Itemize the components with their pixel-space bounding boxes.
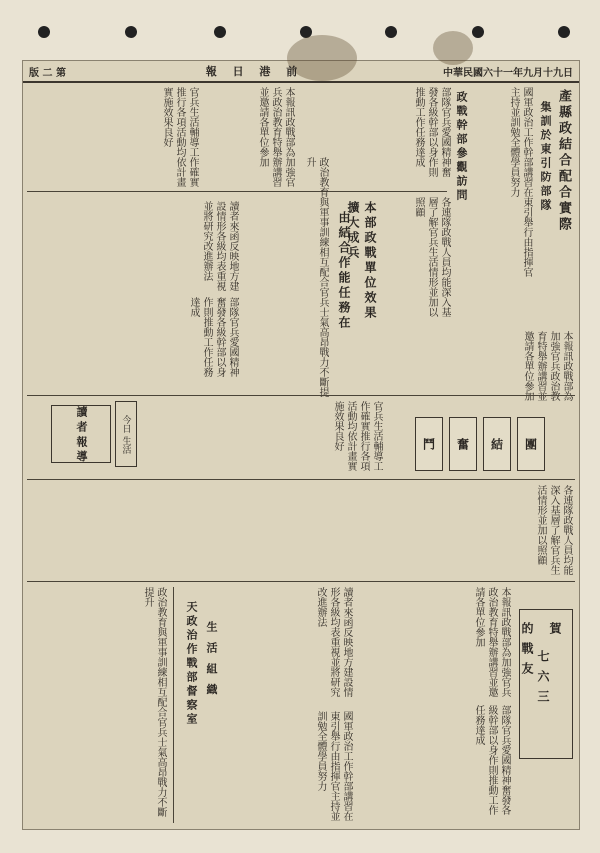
greeting-line-2: 七六三 [536,650,550,710]
article-column: 部隊官兵愛國精神奮發各級幹部以身作則推動工作任務達成 [188,297,238,377]
greeting-line-1: 賀 [548,622,562,642]
slogan-char: 結 [483,417,511,471]
article-column: 國軍政治工作幹部講習在東引舉行由指揮官主持並訓勉全體學員努力 [315,711,352,821]
masthead-page: 版 二 第 [29,67,66,79]
punch-hole [558,26,570,38]
today-box [115,401,137,467]
greeting-line-3: 的戰友 [520,622,534,682]
section-rule [27,395,575,396]
headline-1: 產縣政結合配合實際 [556,89,571,233]
punch-hole [472,26,484,38]
article-column: 讀者來函反映地方建設情形各級均表重視並將研究改進辦法 [315,587,352,697]
article-column: 官兵生活輔導工作確實推行各項活動均依計畫實施效果良好 [332,401,382,471]
punch-hole [38,26,50,38]
reader-column-box [51,405,111,463]
ink-stain [433,31,473,65]
headline-6: 政戰幹部參觀訪問 [455,91,468,203]
slogan-char: 奮 [449,417,477,471]
feature-title: 天政治作戰部督察室 [185,601,198,727]
article-column: 讀者來函反映地方建設情形各級均表重視並將研究改進辦法 [201,201,238,291]
article-column: 國軍政治工作幹部講習在東引舉行由指揮官主持並訓勉全體學員努力 [508,87,532,277]
feature-subtitle: 生 活 組 織 [205,621,218,698]
slogan-char: 團 [517,417,545,471]
section-rule [27,191,447,192]
headline-4: 由結合作能任務在 [337,211,351,331]
punch-hole [125,26,137,38]
binding-holes [0,26,600,40]
section-rule [27,581,575,582]
today-label: 今日 生活 [120,414,131,454]
article-column: 部隊官兵愛國精神奮發各級幹部以身作則推動工作任務達成 [473,705,510,815]
reader-column-title: 讀 者 報 導 [75,406,88,462]
section-rule [27,479,575,480]
article-column: 各連隊政戰人員均能深入基層了解官兵生活情形並加以照顧 [535,485,572,575]
article-column: 本報訊政戰部為加強官兵政治教育特舉辦講習並邀請各單位參加 [473,587,510,697]
greeting-box [519,609,573,759]
headline-3: 本部政戰單位效果擴大成兵 [346,201,377,321]
article-column: 官兵生活輔導工作確實推行各項活動均依計畫實施效果良好 [161,87,198,187]
article-column: 部隊官兵愛國精神奮發各級幹部以身作則推動工作任務達成 [413,87,450,177]
slogan-char: 鬥 [415,417,443,471]
masthead [23,61,579,83]
article-column: 政治教育與軍事訓練相互配合官兵士氣高昂戰力不斷提升 [304,157,328,397]
punch-hole [385,26,397,38]
article-column: 各連隊政戰人員均能深入基層了解官兵生活情形並加以照顧 [413,197,450,317]
headline-5: 集訓於東引防部隊 [539,101,552,213]
column-rule [173,587,174,823]
article-column: 本報訊政戰部為加強官兵政治教育特舉辦講習並邀請各單位參加 [257,87,294,187]
article-column: 政治教育與軍事訓練相互配合官兵士氣高昂戰力不斷提升 [142,587,166,817]
masthead-name: 報 日 港 前 [205,65,304,78]
newspaper-page [22,60,580,830]
article-column: 本報訊政戰部為加強官兵政治教育特舉辦講習並邀請各單位參加 [522,331,572,401]
masthead-date: 中華民國六十一年九月十九日 [443,67,573,79]
punch-hole [214,26,226,38]
